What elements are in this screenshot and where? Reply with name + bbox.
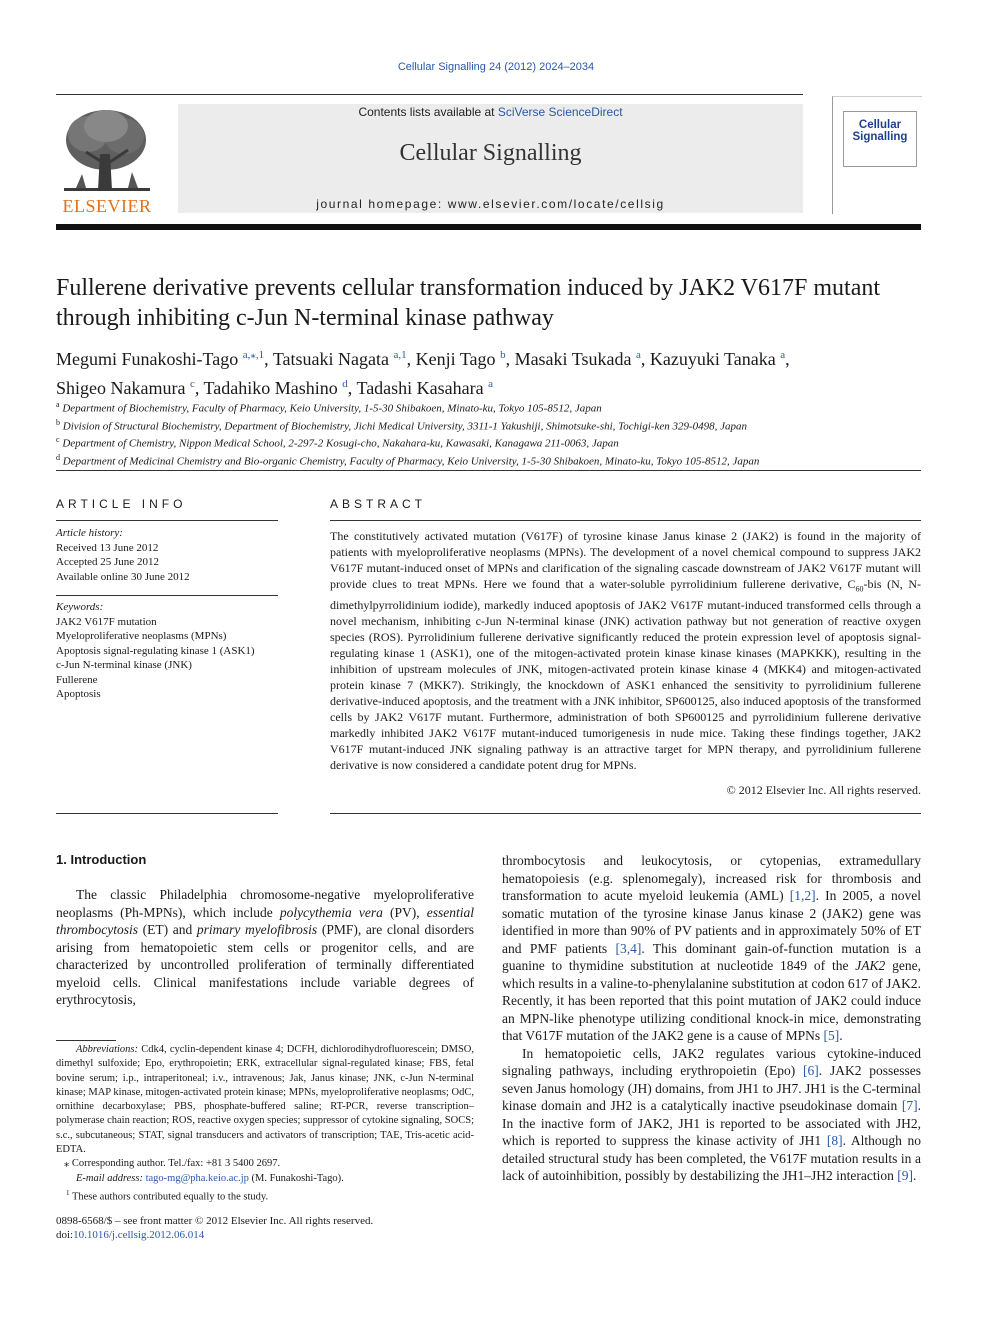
issn-doi bbox=[56, 1214, 474, 1242]
abstract-heading: ABSTRACT bbox=[330, 497, 427, 511]
affiliations bbox=[56, 398, 926, 469]
doi-line: doi:10.1016/j.cellsig.2012.06.014 bbox=[56, 1229, 205, 1241]
keyword: c-Jun N-terminal kinase (JNK) bbox=[56, 659, 192, 671]
publisher-name: ELSEVIER bbox=[62, 196, 152, 216]
citation-link[interactable]: [8] bbox=[826, 1133, 843, 1148]
affiliation: $^a$ Department of Biochemistry, Faculty of Pharmacy, Keio University, 1-5-30 Shibakoen, Minato-ku, Tokyo 105-8512, Japan bbox=[56, 400, 602, 415]
doi-link[interactable]: 10.1016/j.cellsig.2012.06.014 bbox=[73, 1229, 205, 1241]
history-label: Article history: bbox=[56, 527, 123, 539]
keyword: Apoptosis signal-regulating kinase 1 (ASK1) bbox=[56, 644, 255, 657]
history-accepted: Accepted 25 June 2012 bbox=[56, 556, 159, 568]
history-received: Received 13 June 2012 bbox=[56, 541, 159, 554]
sciencedirect-link[interactable]: SciVerse ScienceDirect bbox=[497, 105, 623, 119]
keywords-label: Keywords: bbox=[56, 601, 104, 613]
affiliation: $^b$ Division of Structural Biochemistry, Department of Biochemistry, Jichi Medical University, 3311-1 Yakushiji, Shimotsuke-shi, Tochigi-ken 329-0498, Japan bbox=[56, 417, 748, 433]
author[interactable]: Tadashi Kasahara $^a$ bbox=[356, 378, 494, 398]
keywords bbox=[56, 600, 278, 702]
affiliation: $^c$ Department of Chemistry, Nippon Medical School, 2-297-2 Kosugi-cho, Nakahara-ku, Kawasaki, Kanagawa 211-0063, Japan bbox=[56, 435, 619, 450]
author[interactable]: Tatsuaki Nagata $^{a,1}$ bbox=[272, 349, 407, 369]
abstract-rule bbox=[330, 520, 921, 521]
email-link[interactable]: tago-mg@pha.keio.ac.jp bbox=[145, 1172, 249, 1184]
article-info-bottom-rule bbox=[56, 813, 278, 814]
abstract-text: The constitutively activated mutation (V617F) of tyrosine kinase Janus kinase 2 (JAK2) is found in the majority of patients with myeloproliferative neoplasms (MPNs). The development of a novel chemical compound to suppress JAK2 V617F mutant-induced onset of MPNs and clarification of the signaling cascade downstream of JAK2 V617F mutant will provide clues to treat MPNs. Here we found that a water-soluble pyrrolidinium fullerene derivative, $C_{60}$-bis (N, N-dimethylpyrrolidinium iodide), markedly induced apoptosis of JAK2 V617F mutant-induced transformed cells through a novel mechanism, inhibiting c-Jun N-terminal kinase (JNK) activation pathway but not generation of reactive oxygen species (ROS). Pyrrolidinium fullerene derivative significantly reduced the protein expression level of apoptosis signal-regulating kinase 1 (ASK1), one of the mitogen-activated protein kinase kinase kinases (MAPKKK), resulting in the inhibition of upstream molecules of JNK, mitogen-activated protein kinase kinase 4 (MKK4) and mitogen-activated protein kinase 7 (MKK7). Strikingly, the knockdown of ASK1 enhanced the sensitivity to pyrrolidinium fullerene derivative-induced apoptosis, and the treatment with a JNK inhibitor, SP600125, also induced apoptosis of the transformed cells by JAK2 V617F mutant. Furthermore, administration of both SP600125 and pyrrolidinium fullerene derivative markedly inhibited JAK2 V617F mutant-induced tumorigenesis in nude mice. Taking these findings together, JAK2 V617F mutant-induced JNK signaling pathway is an attractive target for MPN therapy, and pyrrolidinium fullerene derivative is now considered a candidate potent drug for MPNs. bbox=[330, 529, 921, 773]
article-history bbox=[56, 526, 278, 584]
journal-cover-thumbnail[interactable] bbox=[832, 96, 922, 214]
history-online: Available online 30 June 2012 bbox=[56, 570, 190, 583]
affiliation: $^d$ Department of Medicinal Chemistry and Bio-organic Chemistry, Faculty of Pharmacy, Keio University, 1-5-30 Shibakoen, Minato-ku, Tokyo 105-8512, Japan bbox=[56, 452, 760, 468]
article-info-rule bbox=[56, 520, 278, 521]
author[interactable]: Tadahiko Mashino $^d$ bbox=[203, 378, 348, 398]
article-title: Fullerene derivative prevents cellular transformation induced by JAK2 V617F mutant through inhibiting c-Jun N-terminal kinase pathway bbox=[56, 275, 881, 331]
author[interactable]: Kenji Tago $^b$ bbox=[415, 349, 506, 369]
author[interactable]: Megumi Funakoshi-Tago $^{a,⁎,1}$ bbox=[56, 349, 265, 369]
keywords-rule bbox=[56, 595, 278, 596]
header-rule bbox=[56, 94, 803, 95]
header-thick-rule bbox=[56, 224, 921, 230]
author[interactable]: Kazuyuki Tanaka $^a$ bbox=[649, 349, 786, 369]
citation-link[interactable]: [6] bbox=[803, 1063, 819, 1078]
citation-link[interactable]: [3,4] bbox=[615, 940, 642, 956]
author[interactable]: Masaki Tsukada $^a$ bbox=[514, 349, 641, 369]
introduction-paragraph: thrombocytosis and leukocytosis, or cytopenias, extramedullary hematopoiesis (e.g. splenomegaly), increased risk for thrombosis and transformation to acute myeloid leukemia (AML) [1,2]. In 2005, a novel somatic mutation of the tyrosine kinase Janus kinase 2 (JAK2) gene was identified in more than 90% of PV patients and in approximately 50% of ET and PMF patients [3,4]. This dominant gain-of-function mutation is a guanine to thymidine substitution at nucleotide 1849 of the JAK2 gene, which results in a valine-to-phenylalanine substitution at codon 617 of JAK2. Recently, it has been reported that this point mutation of JAK2 could induce an MPN-like phenotype utilizing conditional knock-in mice, demonstrating that V617F mutation of the JAK2 gene is a cause of MPNs [5]. bbox=[502, 853, 921, 1043]
abbreviations-footnote: Abbreviations: Cdk4, cyclin-dependent kinase 4; DCFH, dichlorodihydrofluorescein; DMSO, dimethyl sulfoxide; Epo, erythropoietin; ERK, extracellular signal-regulated kinase; FBS, fetal bovine serum; i.p., intraperitoneal; i.v., intravenous; Jak, Janus kinase; JNK, c-Jun N-terminal kinase; MAP kinase, mitogen-activated protein kinase; MPNs, myeloproliferative neoplasms; OdC, ornithine decarboxylase; PBS, phosphate-buffered saline; RT-PCR, reverse transcription–polymerase chain reaction; ROS, reactive oxygen species; suppressor of cytokine signaling, SOCS; s.c., subcutaneous; STAT, signal transducers and activators of transcription; TAE, Tris-acetic acid-EDTA. bbox=[56, 1044, 474, 1156]
section-rule bbox=[56, 470, 921, 471]
introduction-paragraph: In hematopoietic cells, JAK2 regulates various cytokine-induced signaling pathways, including erythropoietin (Epo) [6]. JAK2 possesses seven Janus homology (JH) domains, from JH1 to JH7. JH1 is the C-terminal kinase domain and JH2 is a catalytically inactive pseudokinase domain [7]. In the inactive form of JAK2, JH1 is reported to be associated with JH2, which is reported to suppress the kinase activity of JH1 [8]. Although no detailed structural study has been completed, the V617F mutation results in a lack of autoinhibition, possibly by destabilizing the JH1–JH2 interaction [9]. bbox=[502, 1045, 921, 1183]
equal-contribution-footnote: $^1$ These authors contributed equally to the study. bbox=[66, 1188, 269, 1203]
keyword: Myeloproliferative neoplasms (MPNs) bbox=[56, 630, 227, 642]
footnotes bbox=[56, 1043, 474, 1205]
issn-line: 0898-6568/$ – see front matter © 2012 Elsevier Inc. All rights reserved. bbox=[56, 1215, 374, 1227]
abstract-copyright: © 2012 Elsevier Inc. All rights reserved. bbox=[726, 783, 921, 797]
journal-title: Cellular Signalling bbox=[399, 140, 582, 166]
abstract-bottom-rule bbox=[330, 813, 921, 814]
introduction-right-column bbox=[502, 852, 921, 1185]
citation-link[interactable]: [7] bbox=[901, 1098, 918, 1113]
keyword: Apoptosis bbox=[56, 688, 101, 700]
corresponding-footnote: ⁎ Corresponding author. Tel./fax: +81 3 5400 2697. bbox=[64, 1158, 281, 1170]
citation-link[interactable]: [1,2] bbox=[789, 888, 816, 903]
citation-link[interactable]: [9] bbox=[897, 1168, 913, 1183]
footnote-rule bbox=[56, 1040, 116, 1041]
journal-homepage[interactable]: journal homepage: www.elsevier.com/locate/cellsig bbox=[316, 197, 665, 211]
author[interactable]: Shigeo Nakamura $^c$ bbox=[56, 378, 195, 398]
contents-line bbox=[178, 105, 803, 119]
keyword: JAK2 V617F mutation bbox=[56, 615, 157, 628]
elsevier-logo bbox=[56, 104, 158, 216]
article-info-heading: ARTICLE INFO bbox=[56, 497, 187, 511]
email-footnote: E-mail address: tago-mg@pha.keio.ac.jp (M. Funakoshi-Tago). bbox=[76, 1172, 344, 1184]
cover-title: Cellular Signalling bbox=[852, 119, 908, 143]
author-list: Megumi Funakoshi-Tago $^{a,⁎,1}$, Tatsuaki Nagata $^{a,1}$, Kenji Tago $^b$, Masaki Tsukada $^a$, Kazuyuki Tanaka $^a$, Shigeo Nakamura $^c$, Tadahiko Mashino $^d$, Tadashi Kasahara $^a$ bbox=[56, 349, 790, 398]
citation-link[interactable]: [5] bbox=[823, 1028, 840, 1043]
contents-prefix: Contents lists available at bbox=[358, 105, 498, 119]
introduction-paragraph: The classic Philadelphia chromosome-negative myeloproliferative neoplasms (Ph-MPNs), which include polycythemia vera (PV), essential thrombocytosis (ET) and primary myelofibrosis (PMF), are clonal disorders arising from hematopoietic stem cells or progenitor cells, and are characterized by uncontrolled proliferation of terminally differentiated myeloid cells. Clinical manifestations include variable degrees of erythrocytosis, bbox=[56, 887, 475, 1007]
journal-citation[interactable]: Cellular Signalling 24 (2012) 2024–2034 bbox=[397, 61, 595, 73]
keyword: Fullerene bbox=[56, 673, 98, 686]
introduction-heading: 1. Introduction bbox=[56, 852, 147, 867]
